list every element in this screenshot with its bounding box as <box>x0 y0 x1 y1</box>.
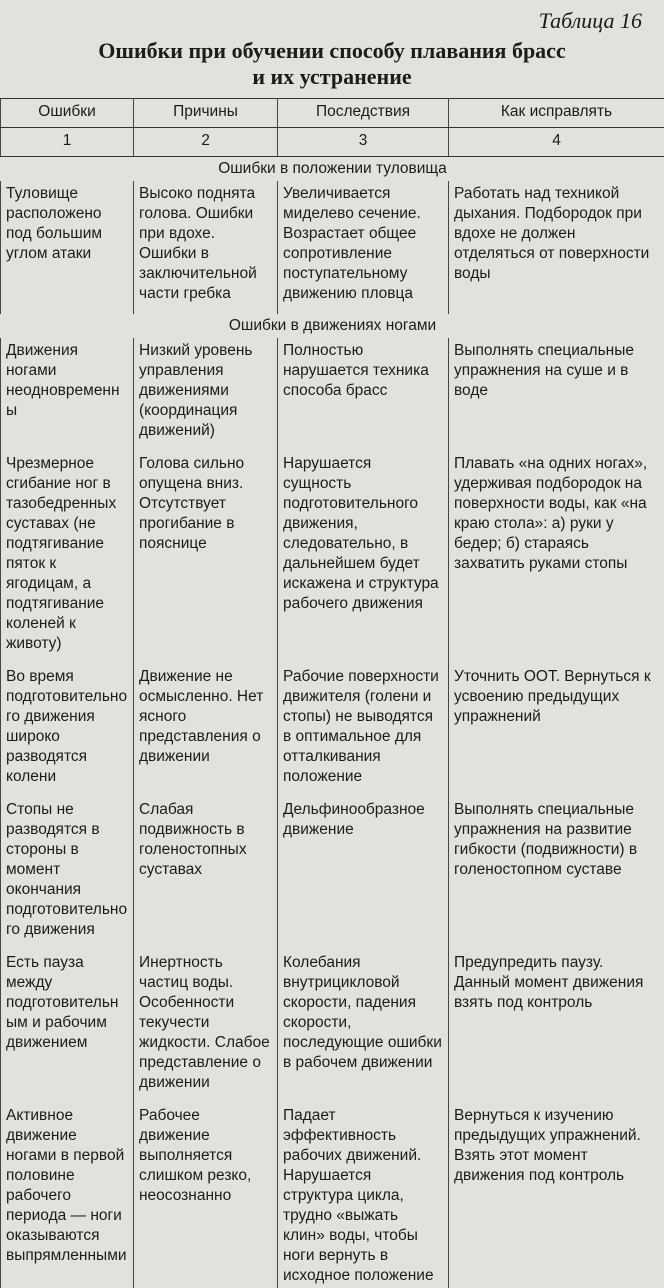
cell-error: Активное движение ногами в первой половине рабочего периода — ноги оказываются выпрямленными <box>1 1103 134 1288</box>
section-title: Ошибки в движениях ногами <box>1 314 664 338</box>
cell-error: Во время подготовительного движения широко разводятся колени <box>1 664 134 797</box>
cell-fix: Выполнять специальные упражнения на развитие гибкости (подвижности) в голеностопном суставе <box>449 797 664 950</box>
header-causes: Причины <box>134 99 278 128</box>
cell-fix: Работать над техникой дыхания. Подбородок при вдохе не должен отделяться от поверхности воды <box>449 181 664 314</box>
cell-consequence: Нарушается сущность подготовительного движения, следовательно, в дальнейшем будет искажена и структура рабочего движения <box>278 451 449 664</box>
column-number: 1 <box>1 128 134 157</box>
cell-cause: Инертность частиц воды. Особенности текучести жидкости. Слабое представление о движении <box>134 950 278 1103</box>
cell-cause: Голова сильно опущена вниз. Отсутствует прогибание в пояснице <box>134 451 278 664</box>
table-label: Таблица 16 <box>539 8 642 34</box>
column-number: 4 <box>449 128 664 157</box>
cell-consequence: Увеличивается миделево сечение. Возрастает общее сопротивление поступательному движению пловца <box>278 181 449 314</box>
cell-consequence: Рабочие поверхности движителя (голени и стопы) не выводятся в оптимальное для отталкивания положение <box>278 664 449 797</box>
section-header-row <box>1 314 664 338</box>
cell-consequence: Падает эффективность рабочих движений. Нарушается структура цикла, трудно «выжать клин» воды, чтобы ноги вернуть в исходное положение <box>278 1103 449 1288</box>
header-row <box>1 99 664 128</box>
section-title: Ошибки в положении туловища <box>1 157 664 182</box>
cell-consequence: Полностью нарушается техника способа брасс <box>278 338 449 451</box>
cell-error: Туловище расположено под большим углом атаки <box>1 181 134 314</box>
header-consequences: Последствия <box>278 99 449 128</box>
cell-consequence: Колебания внутрицикловой скорости, падения скорости, последующие ошибки в рабочем движении <box>278 950 449 1103</box>
cell-error: Стопы не разводятся в стороны в момент окончания подготовительного движения <box>1 797 134 950</box>
header-fix: Как исправлять <box>449 99 664 128</box>
title-line-1: Ошибки при обучении способу плавания брасс <box>0 38 664 64</box>
table-row <box>1 338 664 451</box>
cell-fix: Плавать «на одних ногах», удерживая подбородок на поверхности воды, как «на краю стола»: а) руки у бедер; б) стараясь захватить руками стопы <box>449 451 664 664</box>
section-header-row <box>1 157 664 182</box>
table-row <box>1 181 664 314</box>
column-numbers-row <box>1 128 664 157</box>
cell-fix: Уточнить ООТ. Вернуться к усвоению предыдущих упражнений <box>449 664 664 797</box>
header-errors: Ошибки <box>1 99 134 128</box>
table-row <box>1 664 664 797</box>
cell-cause: Высоко поднята голова. Ошибки при вдохе. Ошибки в заключительной части гребка <box>134 181 278 314</box>
cell-error: Чрезмерное сгибание ног в тазобедренных суставах (не подтягивание пяток к ягодицам, а подтягивание коленей к животу) <box>1 451 134 664</box>
cell-cause: Низкий уровень управления движениями (координация движений) <box>134 338 278 451</box>
column-number: 2 <box>134 128 278 157</box>
errors-table <box>0 98 664 1288</box>
cell-error: Движения ногами неодновременны <box>1 338 134 451</box>
table-row <box>1 950 664 1103</box>
table-row <box>1 1103 664 1288</box>
cell-cause: Движение не осмысленно. Нет ясного представления о движении <box>134 664 278 797</box>
cell-cause: Слабая подвижность в голеностопных суставах <box>134 797 278 950</box>
table-row <box>1 797 664 950</box>
cell-error: Есть пауза между подготовительным и рабочим движением <box>1 950 134 1103</box>
cell-fix: Предупредить паузу. Данный момент движения взять под контроль <box>449 950 664 1103</box>
cell-cause: Рабочее движение выполняется слишком резко, неосознанно <box>134 1103 278 1288</box>
table-title <box>0 38 664 90</box>
cell-fix: Выполнять специальные упражнения на суше и в воде <box>449 338 664 451</box>
column-number: 3 <box>278 128 449 157</box>
cell-consequence: Дельфинообразное движение <box>278 797 449 950</box>
cell-fix: Вернуться к изучению предыдущих упражнений. Взять этот момент движения под контроль <box>449 1103 664 1288</box>
table-row <box>1 451 664 664</box>
title-line-2: и их устранение <box>0 64 664 90</box>
